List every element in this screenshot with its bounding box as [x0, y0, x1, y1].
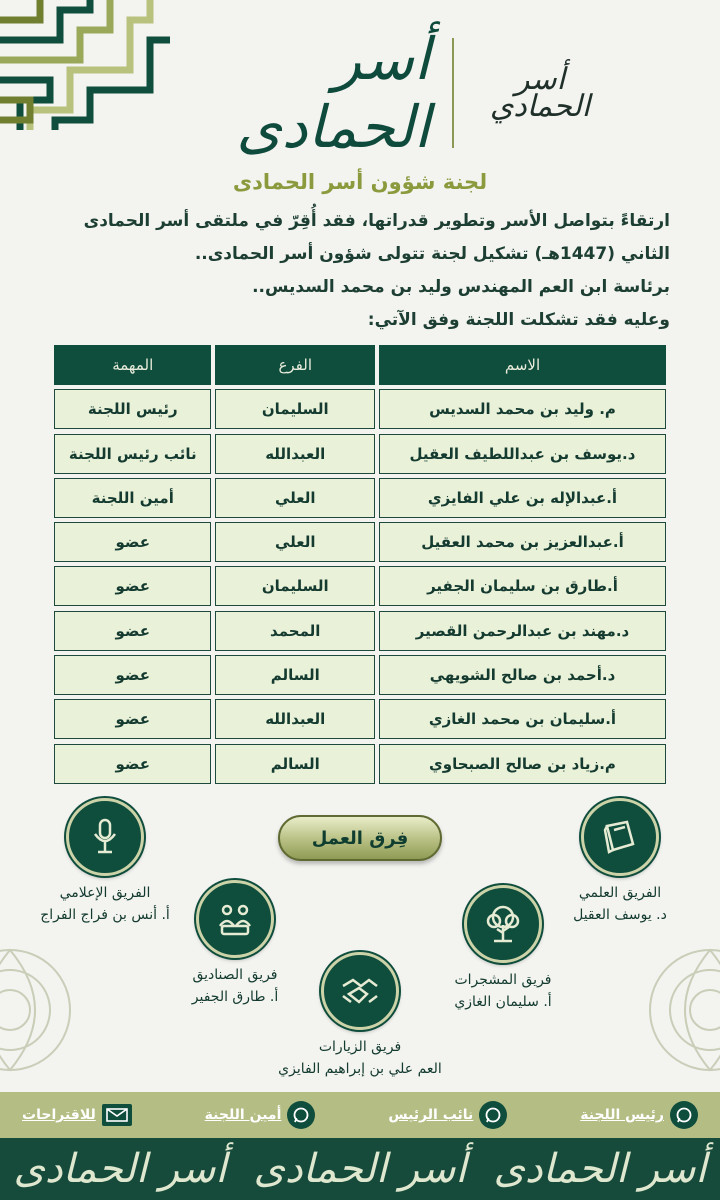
header-name: الاسم — [379, 345, 666, 385]
cell-branch: العلي — [215, 522, 374, 562]
whatsapp-icon — [479, 1101, 507, 1129]
team-media-leader: أ. أنس بن فراج الفراج — [40, 907, 170, 923]
team-trees-title: فريق المشجرات — [454, 972, 552, 988]
cell-role: نائب رئيس اللجنة — [54, 434, 211, 474]
bottom-calligraphy — [0, 1138, 720, 1200]
cell-role: رئيس اللجنة — [54, 389, 211, 429]
tree-icon — [464, 885, 542, 963]
cell-name: د.يوسف بن عبداللطيف العقيل — [379, 434, 666, 474]
team-visits — [255, 952, 465, 1080]
cell-name: أ.طارق بن سليمان الجفير — [379, 566, 666, 606]
table-row — [52, 389, 668, 433]
bottom-calligraphy-1: أسر الحمادى — [493, 1146, 707, 1192]
page-title: لجنة شؤون أسر الحمادى — [232, 170, 488, 194]
team-funds-leader: أ. طارق الجفير — [191, 989, 279, 1005]
right-floral-ornament — [620, 905, 720, 1115]
team-visits-leader: العم علي بن إبراهيم الفايزي — [278, 1061, 442, 1077]
cell-role: عضو — [54, 611, 211, 651]
brand-logo-calligraphy: أسر الحمادى — [236, 25, 430, 161]
team-media-title: الفريق الإعلامي — [59, 885, 151, 901]
cell-role: عضو — [54, 655, 211, 695]
header — [0, 25, 720, 161]
cell-name: أ.عبدالعزيز بن محمد العقيل — [379, 522, 666, 562]
mail-icon — [102, 1104, 132, 1126]
whatsapp-icon — [670, 1101, 698, 1129]
cell-role: أمين اللجنة — [54, 478, 211, 518]
cell-branch: العبدالله — [215, 699, 374, 739]
intro-line-3: برئاسة ابن العم المهندس وليد بن محمد السديس.. — [252, 277, 670, 297]
intro-line-4: وعليه فقد تشكلت اللجنة وفق الآتي: — [367, 310, 670, 330]
cell-name: م. وليد بن محمد السديس — [379, 389, 666, 429]
table-row — [52, 478, 668, 522]
contact-chair-label: رئيس اللجنة — [580, 1107, 664, 1123]
bottom-calligraphy-strip — [0, 1138, 720, 1200]
contact-vice-label: نائب الرئيس — [388, 1107, 474, 1123]
contact-chair[interactable] — [580, 1101, 698, 1129]
brand-emblem: أسر الحمادي — [489, 62, 591, 124]
team-funds-title: فريق الصناديق — [192, 967, 278, 983]
work-teams-button[interactable]: فِرق العمل — [278, 815, 442, 861]
contact-suggestions-label: للاقتراحات — [22, 1107, 96, 1123]
table-row — [52, 611, 668, 655]
cell-branch: العلي — [215, 478, 374, 518]
cell-branch: السالم — [215, 655, 374, 695]
cell-name: د.مهند بن عبدالرحمن القصير — [379, 611, 666, 651]
table-header-row — [52, 345, 668, 389]
table-row — [52, 522, 668, 566]
table-row — [52, 699, 668, 743]
cell-role: عضو — [54, 699, 211, 739]
contact-vice[interactable] — [388, 1101, 507, 1129]
intro-line-2: الثاني (1447هـ) تشكيل لجنة تتولى شؤون أسر الحمادى.. — [194, 244, 670, 264]
cell-branch: السليمان — [215, 566, 374, 606]
left-floral-ornament — [0, 905, 100, 1115]
book-icon — [581, 798, 659, 876]
bottom-calligraphy-2: أسر الحمادى — [253, 1146, 467, 1192]
cell-role: عضو — [54, 566, 211, 606]
cell-branch: السالم — [215, 744, 374, 784]
cell-name: م.زياد بن صالح الصبحاوي — [379, 744, 666, 784]
table-row — [52, 744, 668, 788]
intro-text — [30, 205, 670, 337]
contact-secretary[interactable] — [205, 1101, 316, 1129]
table-row — [52, 566, 668, 610]
team-visits-title: فريق الزيارات — [318, 1039, 402, 1055]
handshake-icon — [321, 952, 399, 1030]
team-scientific-leader: د. يوسف العقيل — [573, 907, 667, 923]
team-trees-leader: أ. سليمان الغازي — [454, 994, 552, 1010]
cell-name: أ.سليمان بن محمد الغازي — [379, 699, 666, 739]
microphone-icon — [66, 798, 144, 876]
cell-role: عضو — [54, 522, 211, 562]
cell-branch: المحمد — [215, 611, 374, 651]
bottom-calligraphy-3: أسر الحمادى — [13, 1146, 227, 1192]
cell-name: أ.عبدالإله بن علي الفايزي — [379, 478, 666, 518]
logo-divider — [452, 38, 454, 148]
table-row — [52, 434, 668, 478]
table-row — [52, 655, 668, 699]
header-role: المهمة — [54, 345, 211, 385]
cell-branch: السليمان — [215, 389, 374, 429]
whatsapp-icon — [287, 1101, 315, 1129]
cell-name: د.أحمد بن صالح الشويهي — [379, 655, 666, 695]
footer-contacts — [0, 1092, 720, 1138]
contact-suggestions[interactable] — [22, 1104, 132, 1126]
cell-role: عضو — [54, 744, 211, 784]
contact-secretary-label: أمين اللجنة — [204, 1107, 282, 1123]
team-scientific-title: الفريق العلمي — [578, 885, 662, 901]
table-body — [52, 389, 668, 788]
header-branch: الفرع — [215, 345, 374, 385]
group-icon — [196, 880, 274, 958]
intro-line-1: ارتقاءً بتواصل الأسر وتطوير قدراتها، فقد أُقِرّ في ملتقى أسر الحمادى — [83, 211, 670, 231]
cell-branch: العبدالله — [215, 434, 374, 474]
committee-table — [52, 345, 668, 788]
